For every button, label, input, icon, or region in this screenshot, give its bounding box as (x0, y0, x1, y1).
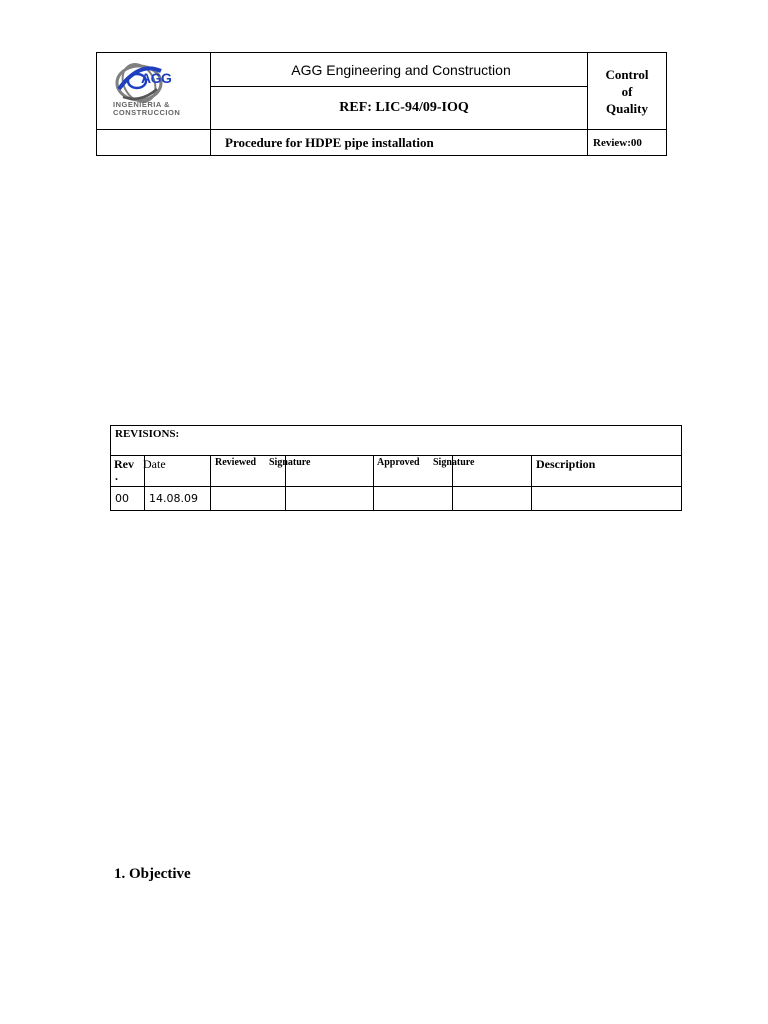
cell-approved (374, 487, 453, 510)
header-bottom-row (97, 129, 666, 155)
revisions-header-row (111, 456, 681, 487)
col-reviewed-signature-label: Signature (269, 457, 311, 468)
col-date-label: Date (143, 457, 166, 471)
col-approved-label: Approved (377, 457, 420, 468)
section-heading-objective: 1. Objective (114, 866, 191, 882)
col-date (145, 456, 211, 486)
cell-approved-signature (453, 487, 532, 510)
document-header (96, 52, 667, 156)
col-rev-label: Rev (114, 457, 134, 471)
control-line3: Quality (606, 100, 648, 116)
logo-subtitle (113, 101, 180, 117)
table-row (111, 487, 681, 510)
empty-cell (97, 130, 211, 156)
control-line2: of (621, 83, 633, 99)
control-of-quality (588, 53, 666, 129)
col-approved-signature (433, 456, 532, 486)
logo-cell (97, 53, 211, 129)
cell-reviewed (211, 487, 286, 510)
col-description (532, 456, 681, 486)
col-reviewed-label: Reviewed (215, 457, 257, 468)
review-number: Review:00 (593, 137, 642, 149)
cell-rev (111, 487, 145, 510)
revisions-table (110, 425, 682, 511)
company-name: AGG Engineering and Construction (211, 53, 588, 87)
col-rev (111, 456, 145, 486)
logo-subtitle-line2: CONSTRUCCION (113, 108, 181, 117)
col-approved-signature-label: Signature (433, 457, 475, 468)
cell-description (532, 487, 681, 510)
procedure-title: Procedure for HDPE pipe installation (211, 130, 588, 156)
cell-rev-value: 00 (115, 492, 129, 505)
revisions-title: REVISIONS: (111, 426, 681, 456)
logo-brand-text: AGG (141, 70, 172, 86)
col-reviewed-signature (269, 456, 374, 486)
cell-date-value: 14.08.09 (149, 492, 198, 505)
col-description-label: Description (536, 457, 596, 471)
cell-date (145, 487, 211, 510)
logo-subtitle-line1: INGENIERIA & (113, 100, 170, 109)
control-line1: Control (605, 66, 649, 82)
reference-number: REF: LIC-94/09-IOQ (211, 87, 588, 129)
cell-reviewed-signature (286, 487, 374, 510)
col-rev-dot: . (115, 469, 118, 483)
